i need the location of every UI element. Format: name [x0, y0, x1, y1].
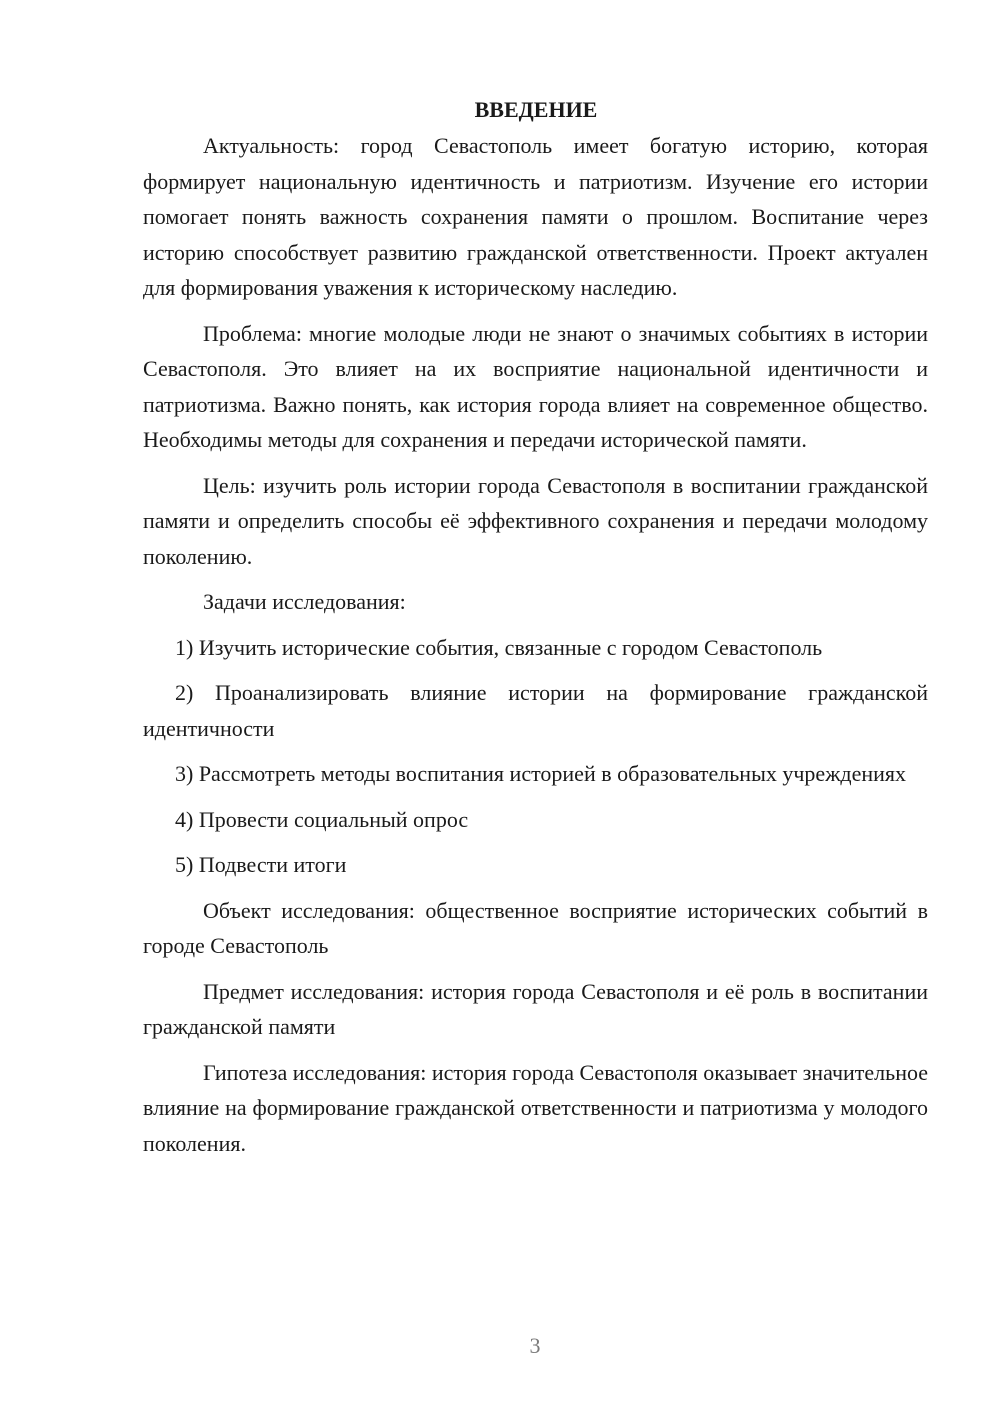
subject-paragraph: Предмет исследования: история города Севастополя и её роль в воспитании гражданской памяти	[143, 978, 928, 1039]
goal-paragraph: Цель: изучить роль истории города Севастополя в воспитании гражданской памяти и определить способы её эффективного сохранения и передачи молодому поколению.	[143, 472, 928, 569]
tasks-title: Задачи исследования:	[203, 589, 406, 614]
hypothesis-paragraph: Гипотеза исследования: история города Севастополя оказывает значительное влияние на формирование гражданской ответственности и патриотизма у молодого поколения.	[143, 1059, 928, 1156]
problem-paragraph: Проблема: многие молодые люди не знают о значимых событиях в истории Севастополя. Это влияет на их восприятие национальной идентичности и патриотизма. Важно понять, как история города влияет на современное общество. Необходимы методы для сохранения и передачи исторической памяти.	[143, 320, 928, 452]
page-number: 3	[529, 1333, 541, 1358]
document-page	[143, 92, 928, 1161]
task-item-1: 1) Изучить исторические события, связанные с городом Севастополь	[175, 634, 823, 660]
task-item-4: 4) Провести социальный опрос	[175, 806, 469, 832]
task-item-5: 5) Подвести итоги	[175, 852, 347, 877]
task-item-3: 3) Рассмотреть методы воспитания историей в образовательных учреждениях	[175, 761, 907, 786]
object-paragraph: Объект исследования: общественное восприятие исторических событий в городе Севастополь	[143, 897, 928, 958]
task-item-2: 2) Проанализировать влияние истории на формирование гражданской идентичности	[143, 680, 928, 741]
section-heading: ВВЕДЕНИЕ	[474, 97, 598, 122]
relevance-paragraph: Актуальность: город Севастополь имеет богатую историю, которая формирует национальную идентичность и патриотизм. Изучение его истории помогает понять важность сохранения памяти о прошлом. Воспитание через историю способствует развитию гражданской ответственности. Проект актуален для формирования уважения к историческому наследию.	[143, 133, 928, 300]
